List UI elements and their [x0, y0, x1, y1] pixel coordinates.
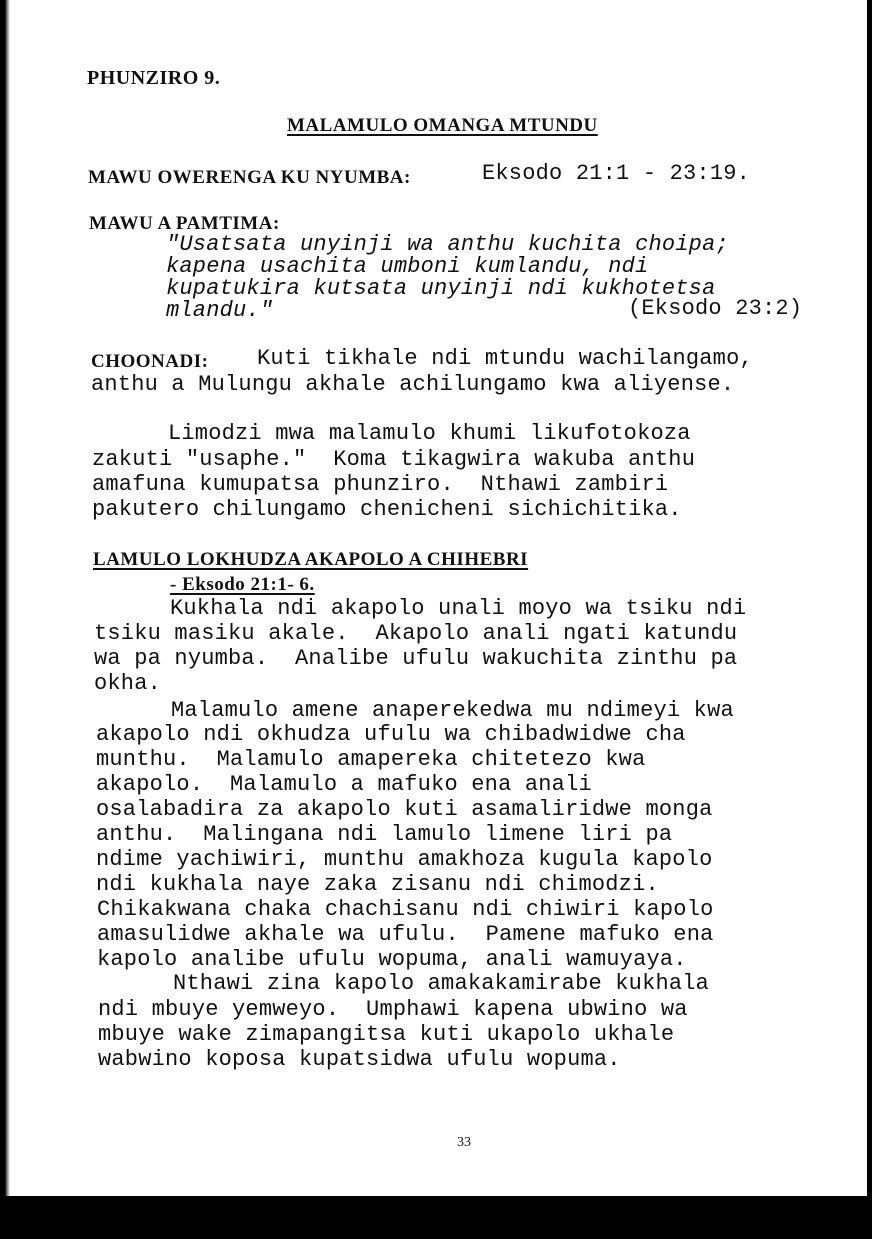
body-line: akapolo. Malamulo a mafuko ena anali — [96, 772, 592, 797]
body-line: wabwino koposa kupatsidwa ufulu wopuma. — [98, 1047, 621, 1072]
body-line: ndi mbuye yemweyo. Umphawi kapena ubwino wa — [98, 997, 688, 1022]
key-verse-line: mlandu." — [166, 298, 274, 323]
body-line: tsiku masiku akale. Akapolo anali ngati katundu — [94, 621, 738, 646]
body-line: Chikakwana chaka chachisanu ndi chiwiri kapolo — [97, 897, 714, 922]
body-line: wa pa nyumba. Analibe ufulu wakuchita zinthu pa — [94, 646, 738, 671]
page-number: 33 — [457, 1135, 471, 1150]
reading-label: MAWU OWERENGA KU NYUMBA: — [88, 167, 411, 188]
section-heading: LAMULO LOKHUDZA AKAPOLO A CHIHEBRI — [93, 549, 529, 570]
key-verse-line: "Usatsata unyinji wa anthu kuchita choipa; — [166, 232, 729, 257]
reading-reference: Eksodo 21:1 - 23:19. — [482, 161, 751, 186]
body-line: Nthawi zina kapolo amakakamirabe kukhala — [173, 971, 710, 996]
intro-line: amafuna kumupatsa phunziro. Nthawi zambiri — [92, 472, 669, 497]
body-line: Kukhala ndi akapolo unali moyo wa tsiku ndi — [170, 596, 747, 621]
intro-line: zakuti "usaphe." Koma tikagwira wakuba anthu — [92, 447, 696, 472]
body-line: osalabadira za akapolo kuti asamaliridwe monga — [96, 797, 713, 822]
section-subheading: - Eksodo 21:1- 6. — [170, 574, 315, 595]
aim-text: Kuti tikhale ndi mtundu wachilangamo, — [257, 346, 753, 371]
body-line: Malamulo amene anaperekedwa mu ndimeyi kwa — [171, 698, 734, 723]
page-title: MALAMULO OMANGA MTUNDU — [287, 115, 598, 136]
key-verse-line: kupatukira kutsata unyinji ndi kukhotetsa — [166, 276, 716, 301]
key-verse-reference: (Eksodo 23:2) — [628, 296, 803, 321]
body-line: ndime yachiwiri, munthu amakhoza kugula kapolo — [96, 847, 713, 872]
aim-label: CHOONADI: — [91, 351, 209, 372]
key-verse-line: kapena usachita umboni kumlandu, ndi — [166, 254, 649, 279]
body-line: munthu. Malamulo amapereka chitetezo kwa — [96, 747, 646, 772]
body-line: akapolo ndi okhudza ufulu wa chibadwidwe cha — [96, 722, 686, 747]
key-verse-label: MAWU A PAMTIMA: — [89, 213, 280, 234]
body-line: amasulidwe akhale wa ufulu. Pamene mafuko ena — [97, 922, 714, 947]
scan-edge — [0, 0, 10, 1196]
body-line: mbuye wake zimapangitsa kuti ukapolo ukhale — [98, 1022, 675, 1047]
body-line: okha. — [94, 671, 162, 696]
scan-border — [0, 1196, 872, 1239]
body-line: kapolo analibe ufulu wopuma, anali wamuyaya. — [97, 947, 687, 972]
intro-line: pakutero chilungamo chenicheni sichichitika. — [92, 497, 682, 522]
body-line: anthu. Malingana ndi lamulo limene liri pa — [96, 822, 673, 847]
intro-line: Limodzi mwa malamulo khumi likufotokoza — [168, 421, 691, 446]
body-line: ndi kukhala naye zaka zisanu ndi chimodzi. — [96, 872, 659, 897]
chapter-heading: PHUNZIRO 9. — [87, 67, 221, 89]
aim-text: anthu a Mulungu akhale achilungamo kwa aliyense. — [91, 372, 735, 397]
